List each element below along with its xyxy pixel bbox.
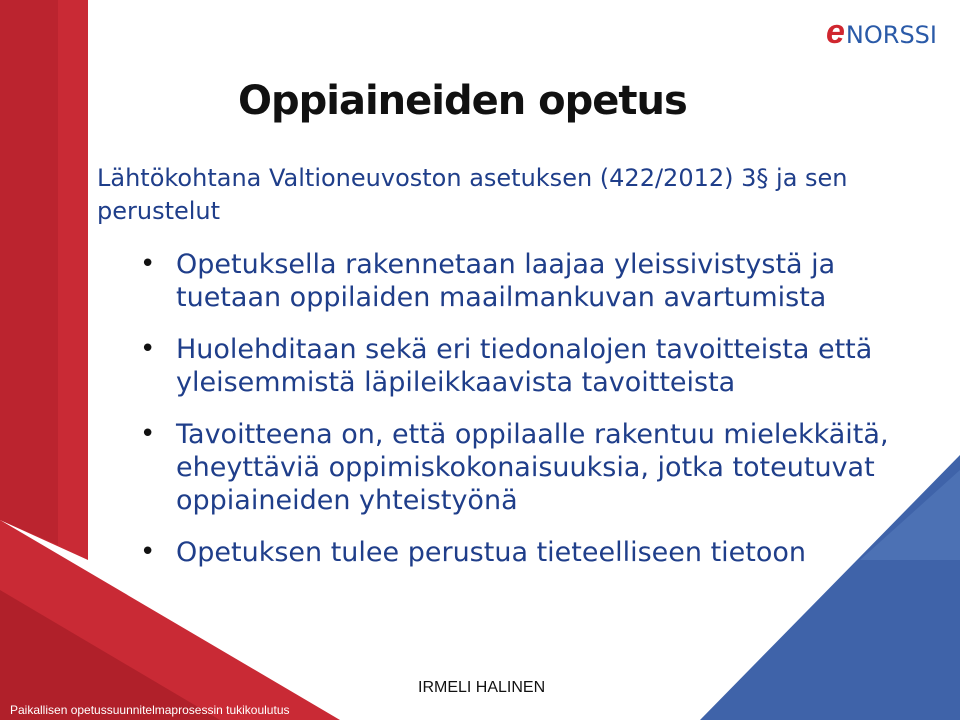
left-red-band-shade xyxy=(0,0,58,545)
footer-text: Paikallisen opetussuunnitelmaprosessin tukikoulutus xyxy=(10,703,290,717)
bullet-list xyxy=(140,248,930,588)
slide-title: Oppiaineiden opetus xyxy=(238,78,687,124)
logo-mark: e xyxy=(826,13,845,51)
logo-wordmark: NORSSI xyxy=(845,21,937,49)
bullet-item: • Tavoitteena on, että oppilaalle rakentuu mielekkäitä, eheyttäviä oppimiskokonaisuuksia, jotka toteutuvat oppiaineiden yhteistyönä xyxy=(140,418,930,517)
bullet-item: • Huolehditaan sekä eri tiedonalojen tavoitteista että yleisemmistä läpileikkaavista tavoitteista xyxy=(140,333,930,399)
intro-text: Lähtökohtana Valtioneuvoston asetuksen (422/2012) 3§ ja sen perustelut xyxy=(97,164,848,225)
author-name: IRMELI HALINEN xyxy=(418,679,546,696)
bullet-item: • Opetuksella rakennetaan laajaa yleissivistystä ja tuetaan oppilaiden maailmankuvan avartumista xyxy=(140,248,930,314)
bullet-item: • Opetuksen tulee perustua tieteelliseen tietoon xyxy=(140,536,930,569)
enorssi-logo xyxy=(826,13,937,51)
